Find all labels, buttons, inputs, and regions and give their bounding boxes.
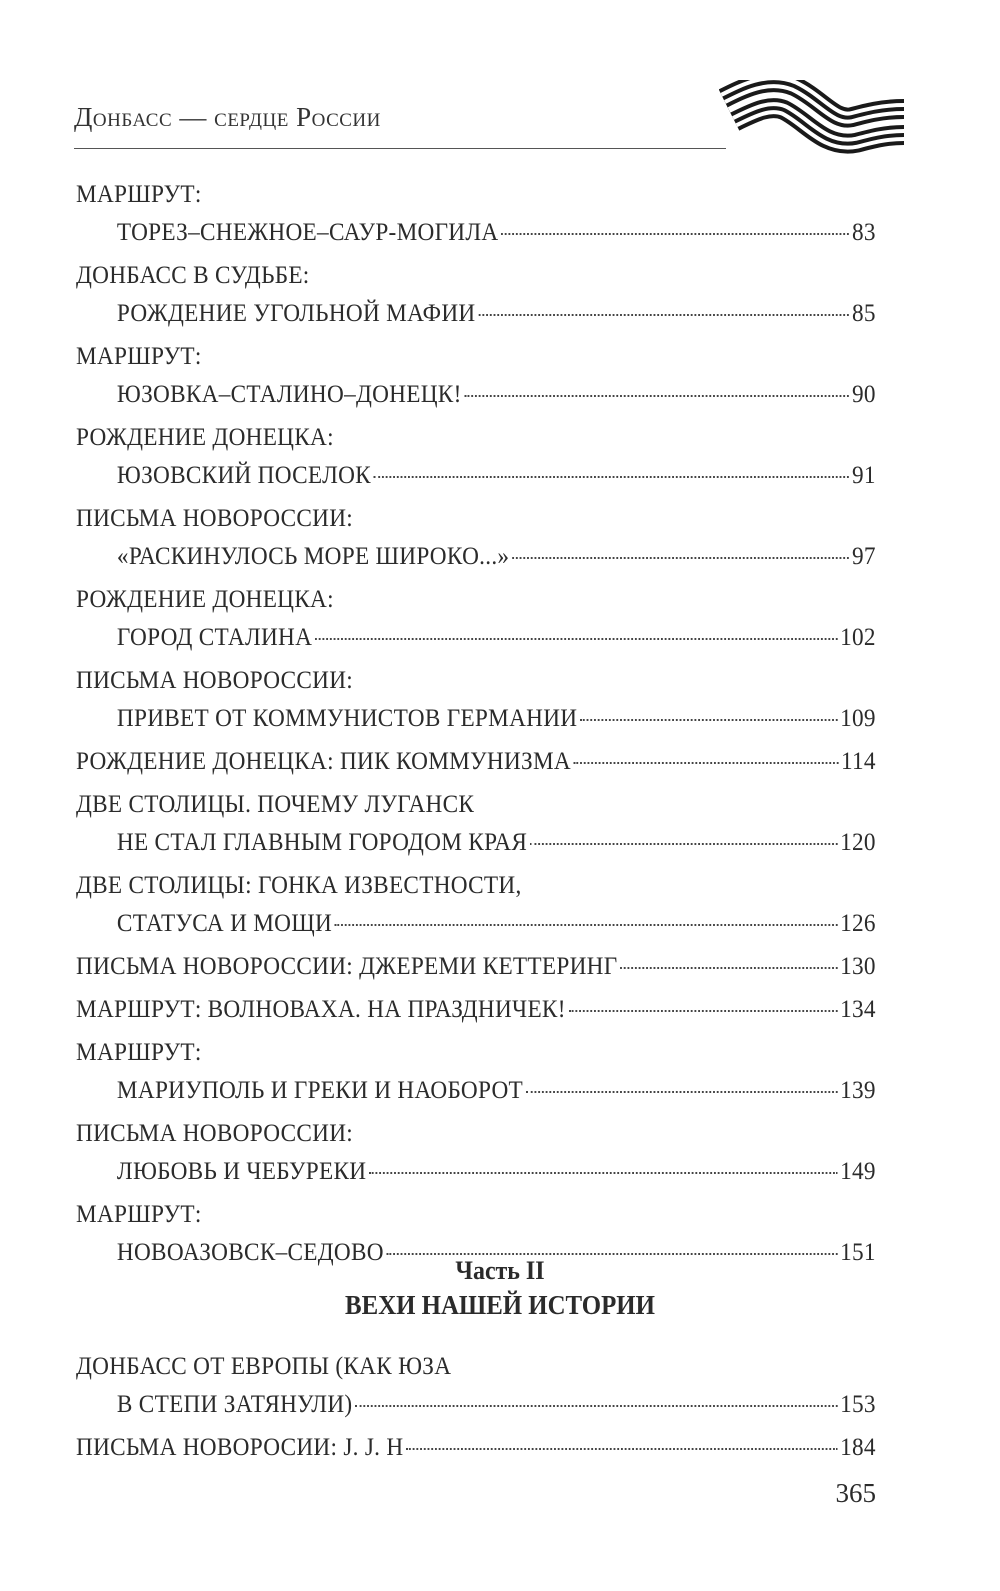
toc-entry-title: МАРШРУТ: bbox=[76, 1039, 202, 1066]
dot-leader bbox=[406, 1448, 837, 1450]
toc-entry[interactable] bbox=[76, 338, 876, 414]
toc-entry[interactable] bbox=[76, 948, 876, 986]
toc-entry-title: МАРШРУТ: bbox=[76, 1201, 202, 1228]
toc-line bbox=[76, 457, 876, 495]
toc-line bbox=[76, 538, 876, 576]
st-george-ribbon-icon bbox=[719, 80, 909, 160]
toc-entry-title: СТАТУСА И МОЩИ bbox=[116, 910, 333, 937]
toc-page-number: 126 bbox=[840, 910, 876, 937]
toc-page-number: 90 bbox=[851, 381, 876, 408]
toc-entry[interactable] bbox=[76, 786, 876, 862]
toc-entry-title: МАРШРУТ: ВОЛНОВАХА. НА ПРАЗДНИЧЕК! bbox=[76, 996, 566, 1023]
toc-entry[interactable] bbox=[76, 1348, 876, 1424]
toc-entry[interactable] bbox=[76, 662, 876, 738]
toc-line bbox=[76, 419, 876, 457]
toc-entry-title: РОЖДЕНИЕ УГОЛЬНОЙ МАФИИ bbox=[116, 300, 476, 327]
dot-leader bbox=[574, 762, 838, 764]
toc-page-number: 97 bbox=[851, 543, 876, 570]
toc-page-number: 130 bbox=[840, 953, 876, 980]
toc-line bbox=[76, 1429, 876, 1467]
toc-entry[interactable] bbox=[76, 257, 876, 333]
toc-entry-title: ПИСЬМА НОВОРОССИИ: ДЖЕРЕМИ КЕТТЕРИНГ bbox=[76, 953, 618, 980]
dot-leader bbox=[620, 967, 837, 969]
toc-line bbox=[76, 1386, 876, 1424]
toc-entry-title: РОЖДЕНИЕ ДОНЕЦКА: bbox=[76, 586, 334, 613]
dot-leader bbox=[369, 1172, 837, 1174]
toc-entry-title: НОВОАЗОВСК–СЕДОВО bbox=[116, 1239, 384, 1266]
toc-line bbox=[76, 176, 876, 214]
toc-page-number: 139 bbox=[840, 1077, 876, 1104]
page-number: 365 bbox=[835, 1478, 876, 1508]
dot-leader bbox=[501, 233, 849, 235]
table-of-contents-part-2 bbox=[76, 1348, 876, 1472]
running-title: Донбасс — сердце России bbox=[74, 102, 381, 132]
toc-line bbox=[76, 581, 876, 619]
toc-page-number: 151 bbox=[840, 1239, 876, 1266]
toc-line bbox=[76, 991, 876, 1029]
toc-line bbox=[76, 376, 876, 414]
toc-page-number: 134 bbox=[840, 996, 876, 1023]
toc-line bbox=[76, 662, 876, 700]
toc-entry-title: ТОРЕЗ–СНЕЖНОЕ–САУР-МОГИЛА bbox=[116, 219, 499, 246]
toc-page-number: 114 bbox=[840, 748, 876, 775]
toc-entry-title: МАРИУПОЛЬ И ГРЕКИ И НАОБОРОТ bbox=[116, 1077, 524, 1104]
part-label: Часть II bbox=[455, 1256, 545, 1285]
toc-line bbox=[76, 619, 876, 657]
table-of-contents bbox=[76, 176, 876, 1277]
dot-leader bbox=[355, 1405, 837, 1407]
dot-leader bbox=[335, 924, 837, 926]
toc-entry[interactable] bbox=[76, 500, 876, 576]
toc-line bbox=[76, 824, 876, 862]
toc-entry-title: ПИСЬМА НОВОРОССИИ: bbox=[76, 505, 354, 532]
toc-page-number: 109 bbox=[840, 705, 876, 732]
toc-line bbox=[76, 500, 876, 538]
toc-entry[interactable] bbox=[76, 1115, 876, 1191]
part-heading bbox=[0, 1254, 1000, 1322]
toc-line bbox=[76, 1196, 876, 1234]
toc-entry-title: ЮЗОВСКИЙ ПОСЕЛОК bbox=[116, 462, 371, 489]
toc-line bbox=[76, 786, 876, 824]
toc-line bbox=[76, 1153, 876, 1191]
toc-entry-title: МАРШРУТ: bbox=[76, 343, 202, 370]
toc-page-number: 102 bbox=[840, 624, 876, 651]
running-header bbox=[74, 98, 874, 158]
toc-entry-title: ДВЕ СТОЛИЦЫ: ГОНКА ИЗВЕСТНОСТИ, bbox=[76, 872, 522, 899]
toc-entry-title: ПИСЬМА НОВОРОСИИ: J. J. H bbox=[76, 1434, 404, 1461]
toc-entry[interactable] bbox=[76, 1429, 876, 1467]
toc-line bbox=[76, 1115, 876, 1153]
toc-line bbox=[76, 214, 876, 252]
toc-line bbox=[76, 743, 876, 781]
toc-entry-title: ДВЕ СТОЛИЦЫ. ПОЧЕМУ ЛУГАНСК bbox=[76, 791, 475, 818]
toc-entry-title: «РАСКИНУЛОСЬ МОРЕ ШИРОКО...» bbox=[116, 543, 510, 570]
dot-leader bbox=[464, 395, 849, 397]
toc-page-number: 149 bbox=[840, 1158, 876, 1185]
toc-entry[interactable] bbox=[76, 176, 876, 252]
toc-entry-title: ЛЮБОВЬ И ЧЕБУРЕКИ bbox=[116, 1158, 367, 1185]
dot-leader bbox=[526, 1091, 837, 1093]
toc-line bbox=[76, 1034, 876, 1072]
toc-entry[interactable] bbox=[76, 867, 876, 943]
toc-entry-title: ПИСЬМА НОВОРОССИИ: bbox=[76, 1120, 354, 1147]
toc-line bbox=[76, 948, 876, 986]
toc-entry-title: В СТЕПИ ЗАТЯНУЛИ) bbox=[116, 1391, 353, 1418]
toc-line bbox=[76, 257, 876, 295]
toc-line bbox=[76, 338, 876, 376]
toc-entry[interactable] bbox=[76, 743, 876, 781]
part-title: ВЕХИ НАШЕЙ ИСТОРИИ bbox=[345, 1290, 655, 1320]
dot-leader bbox=[512, 557, 849, 559]
toc-entry-title: РОЖДЕНИЕ ДОНЕЦКА: bbox=[76, 424, 334, 451]
header-rule bbox=[74, 148, 726, 149]
toc-page-number: 184 bbox=[840, 1434, 876, 1461]
toc-line bbox=[76, 1348, 876, 1386]
toc-entry-title: ДОНБАСС В СУДЬБЕ: bbox=[76, 262, 310, 289]
toc-line bbox=[76, 700, 876, 738]
toc-page-number: 83 bbox=[851, 219, 876, 246]
toc-page-number: 120 bbox=[840, 829, 876, 856]
dot-leader bbox=[374, 476, 849, 478]
toc-entry-title: ДОНБАСС ОТ ЕВРОПЫ (КАК ЮЗА bbox=[76, 1353, 452, 1380]
toc-entry-title: ПРИВЕТ ОТ КОММУНИСТОВ ГЕРМАНИИ bbox=[116, 705, 578, 732]
toc-entry-title: НЕ СТАЛ ГЛАВНЫМ ГОРОДОМ КРАЯ bbox=[116, 829, 528, 856]
toc-entry[interactable] bbox=[76, 581, 876, 657]
toc-page-number: 85 bbox=[851, 300, 876, 327]
dot-leader bbox=[315, 638, 837, 640]
toc-page-number: 153 bbox=[840, 1391, 876, 1418]
toc-entry-title: МАРШРУТ: bbox=[76, 181, 202, 208]
toc-entry[interactable] bbox=[76, 419, 876, 495]
dot-leader bbox=[580, 719, 837, 721]
toc-entry-title: ГОРОД СТАЛИНА bbox=[116, 624, 313, 651]
dot-leader bbox=[530, 843, 837, 845]
toc-line bbox=[76, 905, 876, 943]
toc-line bbox=[76, 867, 876, 905]
toc-page-number: 91 bbox=[851, 462, 876, 489]
toc-entry-title: ПИСЬМА НОВОРОССИИ: bbox=[76, 667, 354, 694]
dot-leader bbox=[478, 314, 849, 316]
toc-line bbox=[76, 295, 876, 333]
toc-entry[interactable] bbox=[76, 991, 876, 1029]
toc-line bbox=[76, 1072, 876, 1110]
dot-leader bbox=[569, 1010, 838, 1012]
toc-entry[interactable] bbox=[76, 1034, 876, 1110]
toc-entry-title: РОЖДЕНИЕ ДОНЕЦКА: ПИК КОММУНИЗМА bbox=[76, 748, 571, 775]
toc-entry-title: ЮЗОВКА–СТАЛИНО–ДОНЕЦК! bbox=[116, 381, 462, 408]
